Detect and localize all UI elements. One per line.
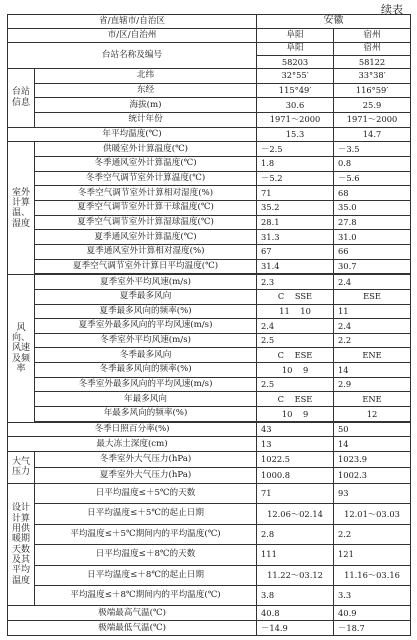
row-label: 冬季空气调节室外计算相对湿度(%) <box>35 186 257 201</box>
cell-value: 31.4 <box>257 259 334 274</box>
cell-value: －5.6 <box>334 171 411 186</box>
cell-value: 0.8 <box>334 156 411 171</box>
row-label: 北纬 <box>35 69 257 84</box>
row-label: 日平均温度≤＋8℃的起止日期 <box>35 565 257 585</box>
table-row <box>8 98 411 113</box>
cell-value: 115°49′ <box>257 83 334 98</box>
cell-value: 15.3 <box>257 127 334 142</box>
table-row <box>8 319 411 334</box>
table-row <box>8 407 411 422</box>
cell-value: 68 <box>334 186 411 201</box>
table-row <box>8 452 411 468</box>
cell-value: 2.3 <box>257 275 334 290</box>
cell-value: 14 <box>334 363 411 378</box>
cell-value: 40.9 <box>334 606 411 621</box>
station-2-id: 58122 <box>334 56 411 69</box>
city-2: 宿州 <box>334 29 411 43</box>
cell-value: ENE <box>334 348 411 363</box>
table-row <box>8 186 411 201</box>
province-label: 省/直辖市/自治区 <box>8 15 257 29</box>
cell-value-a: 11 <box>279 305 290 316</box>
cell-value: 25.9 <box>334 98 411 113</box>
cell-value: 35.0 <box>334 200 411 215</box>
cell-value: 11 <box>334 304 411 319</box>
row-label: 供暖室外计算温度(℃) <box>35 142 257 157</box>
cell-value: 31.0 <box>334 230 411 245</box>
row-label: 东经 <box>35 83 257 98</box>
cell-value: ESE <box>334 289 411 304</box>
row-label: 冬季空气调节室外计算温度(℃) <box>35 171 257 186</box>
cell-value: 2.2 <box>334 333 411 348</box>
climate-data-table <box>7 14 411 636</box>
row-label: 平均温度≤＋8℃期间内的平均温度(℃) <box>35 585 257 605</box>
station-2-name: 宿州 <box>334 43 411 56</box>
cell-value: 1022.5 <box>257 452 334 468</box>
row-label: 夏季通风室外计算相对湿度(%) <box>35 244 257 259</box>
continued-label: 续表 <box>381 3 403 16</box>
table-row <box>8 363 411 378</box>
cell-value: 30.6 <box>257 98 334 113</box>
cell-value: 12.06～02.14 <box>257 504 334 524</box>
station-1-id: 58203 <box>257 56 334 69</box>
cell-value: 14 <box>334 437 411 452</box>
cell-value: －18.7 <box>334 621 411 636</box>
row-label: 夏季空气调节室外计算湿球温度(℃) <box>35 215 257 230</box>
cell-value: 121 <box>334 545 411 565</box>
cell-value: 2.4 <box>334 319 411 334</box>
cell-value: 1023.9 <box>334 452 411 468</box>
table-row <box>8 422 411 437</box>
cell-value: 3.8 <box>257 585 334 605</box>
cell-value-pair <box>257 304 334 319</box>
cell-value-a: C <box>277 291 285 302</box>
cell-value: 40.8 <box>257 606 334 621</box>
cell-value-pair <box>257 392 334 407</box>
cell-value: 2.5 <box>257 377 334 392</box>
table-row <box>8 467 411 483</box>
row-label: 最大冻土深度(cm) <box>8 437 257 452</box>
cell-value: 28.1 <box>257 215 334 230</box>
cell-value: 1002.3 <box>334 467 411 483</box>
city-label: 市/区/自治州 <box>8 29 257 43</box>
cell-value: 3.3 <box>334 585 411 605</box>
cell-value: 33°38′ <box>334 69 411 84</box>
table-row <box>8 377 411 392</box>
cell-value: －2.5 <box>257 142 334 157</box>
table-row <box>8 215 411 230</box>
cell-value-b: ESE <box>294 393 313 404</box>
table-row <box>8 275 411 290</box>
cell-value-b: ESE <box>294 349 313 360</box>
row-label: 日平均温度≤＋5℃的起止日期 <box>35 504 257 524</box>
cell-value: 1971～2000 <box>257 112 334 127</box>
header-row-station <box>8 43 411 56</box>
row-label: 夏季室外最多风向的平均风速(m/s) <box>35 319 257 334</box>
row-label: 冬季最多风向 <box>35 348 257 363</box>
cell-value-pair <box>257 348 334 363</box>
table-row <box>8 156 411 171</box>
cell-value-b: 9 <box>302 408 309 419</box>
cell-value: 2.2 <box>334 524 411 544</box>
table-row <box>8 142 411 157</box>
cell-value: 2.4 <box>334 275 411 290</box>
cell-value: 13 <box>257 437 334 452</box>
cell-value: 35.2 <box>257 200 334 215</box>
cell-value-a: 10 <box>281 408 293 419</box>
cell-value: 2.9 <box>334 377 411 392</box>
table-row <box>8 83 411 98</box>
city-1: 阜阳 <box>257 29 334 43</box>
cell-value: －3.5 <box>334 142 411 157</box>
cell-value: 1971～2000 <box>334 112 411 127</box>
table-row <box>8 289 411 304</box>
row-label: 夏季空气调节室外计算干球温度(℃) <box>35 200 257 215</box>
header-row-city <box>8 29 411 43</box>
table-row <box>8 565 411 585</box>
cell-value-pair <box>257 363 334 378</box>
row-label: 冬季最多风向的频率(%) <box>35 363 257 378</box>
group-wind: 风向、风速及频率 <box>8 275 35 423</box>
table-row <box>8 606 411 621</box>
group-heating: 设计计算用供暖期天数及其平均温度 <box>8 483 35 606</box>
row-label: 平均温度≤＋5℃期间内的平均温度(℃) <box>35 524 257 544</box>
table-row <box>8 483 411 503</box>
row-label: 夏季通风室外计算温度(℃) <box>35 230 257 245</box>
cell-value-b: 10 <box>300 305 311 316</box>
cell-value: 67 <box>257 244 334 259</box>
table-row <box>8 304 411 319</box>
table-row <box>8 504 411 524</box>
cell-value: －14.9 <box>257 621 334 636</box>
group-outdoor-calc: 室外计算温、湿度 <box>8 142 35 275</box>
table-row <box>8 333 411 348</box>
cell-value: 31.3 <box>257 230 334 245</box>
row-label: 日平均温度≤＋5℃的天数 <box>35 483 257 503</box>
table-row <box>8 230 411 245</box>
table-row <box>8 524 411 544</box>
row-label: 日平均温度≤＋8℃的天数 <box>35 545 257 565</box>
table-row <box>8 112 411 127</box>
table-row <box>8 244 411 259</box>
cell-value-a: C <box>277 393 284 404</box>
cell-value: 11.16～03.16 <box>334 565 411 585</box>
cell-value: 14.7 <box>334 127 411 142</box>
row-label: 极端最低气温(℃) <box>8 621 257 636</box>
cell-value: 1000.8 <box>257 467 334 483</box>
cell-value: 12.01～03.03 <box>334 504 411 524</box>
cell-value: 32°55′ <box>257 69 334 84</box>
cell-value: 2.5 <box>257 333 334 348</box>
row-label: 冬季通风室外计算温度(℃) <box>35 156 257 171</box>
cell-value: ENE <box>334 392 411 407</box>
row-label: 统计年份 <box>35 112 257 127</box>
table-row <box>8 127 411 142</box>
cell-value-b: SSE <box>294 291 313 302</box>
cell-value-b: 9 <box>302 364 309 375</box>
cell-value: 2.4 <box>257 319 334 334</box>
row-label: 年平均温度(℃) <box>8 127 257 142</box>
station-1-name: 阜阳 <box>257 43 334 56</box>
table-row <box>8 437 411 452</box>
cell-value-pair <box>257 407 334 422</box>
cell-value-a: 10 <box>281 364 293 375</box>
cell-value-a: C <box>277 349 284 360</box>
table-row <box>8 585 411 605</box>
table-row <box>8 259 411 274</box>
row-label: 年最多风向 <box>35 392 257 407</box>
cell-value: 43 <box>257 422 334 437</box>
row-label: 夏季室外平均风速(m/s) <box>35 275 257 290</box>
cell-value: 71 <box>257 186 334 201</box>
table-row <box>8 69 411 84</box>
cell-value-pair <box>257 289 334 304</box>
table-row <box>8 392 411 407</box>
cell-value: 11.22～03.12 <box>257 565 334 585</box>
table-row <box>8 171 411 186</box>
cell-value: 12 <box>334 407 411 422</box>
row-label: 冬季室外最多风向的平均风速(m/s) <box>35 377 257 392</box>
table-row <box>8 348 411 363</box>
cell-value: 66 <box>334 244 411 259</box>
cell-value: 111 <box>257 545 334 565</box>
cell-value: 93 <box>334 483 411 503</box>
cell-value: －5.2 <box>257 171 334 186</box>
row-label: 夏季室外大气压力(hPa) <box>35 467 257 483</box>
station-label: 台站名称及编号 <box>8 43 257 69</box>
cell-value: 71 <box>257 483 334 503</box>
row-label: 极端最高气温(℃) <box>8 606 257 621</box>
group-pressure: 大气压力 <box>8 452 35 484</box>
province-value: 安徽 <box>257 15 411 29</box>
header-row-province <box>8 15 411 29</box>
row-label: 夏季空气调节室外计算日平均温度(℃) <box>35 259 257 274</box>
row-label: 夏季最多风向的频率(%) <box>35 304 257 319</box>
table-row <box>8 200 411 215</box>
row-label: 冬季室外大气压力(hPa) <box>35 452 257 468</box>
table-row <box>8 545 411 565</box>
cell-value: 116°59′ <box>334 83 411 98</box>
cell-value: 27.8 <box>334 215 411 230</box>
cell-value: 30.7 <box>334 259 411 274</box>
row-label: 年最多风向的频率(%) <box>35 407 257 422</box>
cell-value: 1.8 <box>257 156 334 171</box>
row-label: 海拔(m) <box>35 98 257 113</box>
group-station-info: 台站信息 <box>8 69 35 128</box>
row-label: 冬季日照百分率(%) <box>8 422 257 437</box>
cell-value: 2.8 <box>257 524 334 544</box>
row-label: 冬季室外平均风速(m/s) <box>35 333 257 348</box>
table-row <box>8 621 411 636</box>
row-label: 夏季最多风向 <box>35 289 257 304</box>
cell-value: 50 <box>334 422 411 437</box>
